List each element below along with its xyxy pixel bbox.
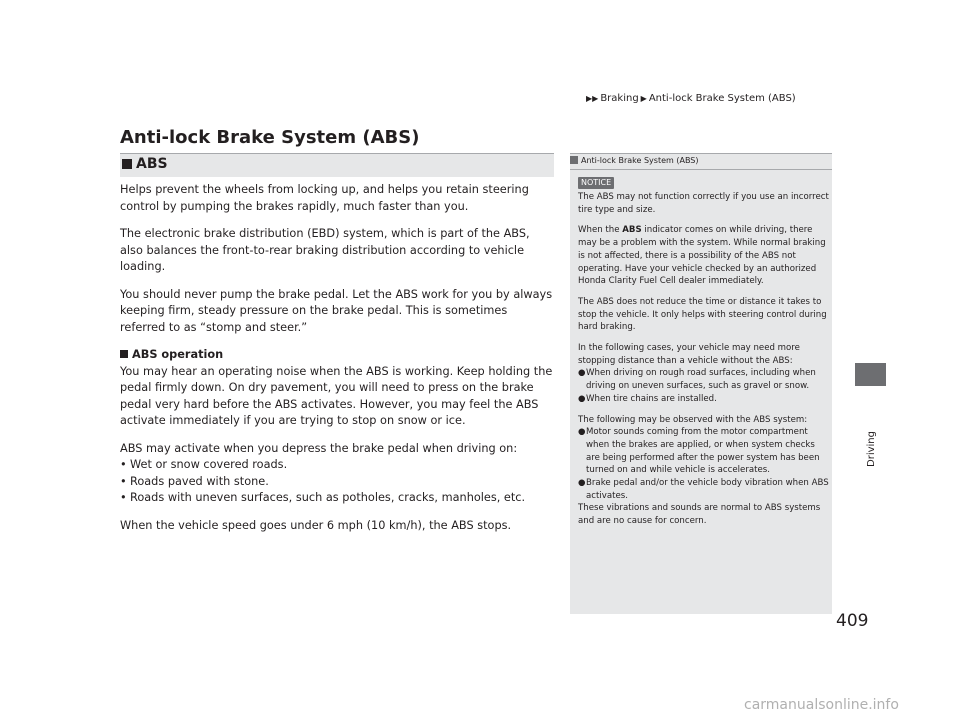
breadcrumb-arrow-icon: ▶▶ xyxy=(586,94,599,103)
paragraph-speed: When the vehicle speed goes under 6 mph (10 km/h), the ABS stops. xyxy=(120,518,512,532)
chapter-tab xyxy=(866,383,878,467)
sidebar-heading xyxy=(570,156,699,165)
paragraph-operation: You may hear an operating noise when the ABS is working. Keep holding the pedal firmly down. On dry pavement, you will need to press on the brake pedal very hard before the ABS activates. However, you may feel the ABS activate immediately if you are trying to stop on snow or ice. xyxy=(120,364,553,427)
list-item-text: When driving on rough road surfaces, including when driving on uneven surfaces, such as gravel or snow. xyxy=(586,368,816,392)
page-title: Anti-lock Brake System (ABS) xyxy=(120,127,420,148)
watermark: carmanualsonline.info xyxy=(744,697,899,713)
list-item-text: Brake pedal and/or the vehicle body vibration when ABS activates. xyxy=(586,478,829,501)
abs-indicator-label: ABS xyxy=(622,225,642,236)
list-item xyxy=(578,393,830,406)
paragraph-stomp: You should never pump the brake pedal. Let the ABS work for you by always keeping firm, steady pressure on the brake pedal. This is sometimes referred to as “stomp and steer.” xyxy=(120,287,553,334)
list-item-text: Roads with uneven surfaces, such as potholes, cracks, manholes, etc. xyxy=(130,491,526,504)
breadcrumb-separator-icon: ▶ xyxy=(640,94,647,103)
list-item-text: Roads paved with stone. xyxy=(130,474,269,488)
section-header xyxy=(120,153,554,177)
subheading-text: ABS operation xyxy=(132,348,224,361)
notice-badge: NOTICE xyxy=(578,177,614,189)
main-content xyxy=(120,182,556,545)
bullet-icon: • xyxy=(120,491,127,504)
section-square-icon xyxy=(122,159,132,169)
chapter-tab-label: Driving xyxy=(866,431,877,467)
sidebar-notes xyxy=(570,153,832,614)
reduce-paragraph: The ABS does not reduce the time or distance it takes to stop the vehicle. It only helps with steering control during hard braking. xyxy=(578,296,827,333)
normal-paragraph: These vibrations and sounds are normal to ABS systems and are no cause for concern. xyxy=(578,503,821,527)
cases-paragraph: In the following cases, your vehicle may need more stopping distance than a vehicle without the ABS: xyxy=(578,343,800,366)
indicator-post: indicator comes on while driving, there may be a problem with the system. While normal braking is not affected, there is a possibility of the ABS not operating. Have your vehicle checked by an authorized Honda Clarity Fuel Cell dealer immediately. xyxy=(578,225,826,287)
paragraph-conditions: ABS may activate when you depress the brake pedal when driving on: xyxy=(120,441,518,455)
subheading-square-icon xyxy=(120,350,128,358)
list-item xyxy=(120,474,556,491)
section-title: ABS xyxy=(136,156,168,172)
indicator-pre: When the xyxy=(578,225,623,236)
paragraph-intro: Helps prevent the wheels from locking up, and helps you retain steering control by pumping the brakes rapidly, much faster than you. xyxy=(120,183,529,213)
breadcrumb-page: Anti-lock Brake System (ABS) xyxy=(648,93,796,104)
observed-list xyxy=(578,426,830,502)
list-item-text: Wet or snow covered roads. xyxy=(130,458,288,471)
list-item-text: Motor sounds coming from the motor compartment when the brakes are applied, or when system checks are being performed after the power system has been turned on and while vehicle is accelerates. xyxy=(586,427,820,476)
list-item-text: When tire chains are installed. xyxy=(586,393,717,404)
subheading-abs-operation xyxy=(120,347,556,364)
bullet-icon: • xyxy=(120,474,127,488)
page-number: 409 xyxy=(836,611,869,631)
list-item xyxy=(120,457,556,474)
bullet-icon: ● xyxy=(578,478,586,489)
bullet-icon: ● xyxy=(578,368,586,379)
sidebar-marker-icon xyxy=(570,156,578,164)
list-item xyxy=(120,490,556,507)
list-item xyxy=(578,426,830,477)
list-item xyxy=(578,367,830,392)
sidebar-heading-text: Anti-lock Brake System (ABS) xyxy=(581,156,699,165)
paragraph-ebd: The electronic brake distribution (EBD) system, which is part of the ABS, also balances the front-to-rear braking distribution according to vehicle loading. xyxy=(120,227,530,273)
bullet-icon: ● xyxy=(578,427,586,438)
conditions-list xyxy=(120,457,556,507)
breadcrumb xyxy=(584,93,796,104)
breadcrumb-section[interactable]: Braking xyxy=(600,93,639,104)
cases-list xyxy=(578,367,830,405)
notice-text: The ABS may not function correctly if you use an incorrect tire type and size. xyxy=(578,192,829,215)
sidebar-divider xyxy=(570,169,832,170)
bullet-icon: ● xyxy=(578,393,586,404)
sidebar-body xyxy=(578,177,830,536)
bullet-icon: • xyxy=(120,458,127,471)
observed-paragraph: The following may be observed with the ABS system: xyxy=(578,414,808,425)
indicator-paragraph xyxy=(578,224,830,288)
list-item xyxy=(578,477,830,502)
